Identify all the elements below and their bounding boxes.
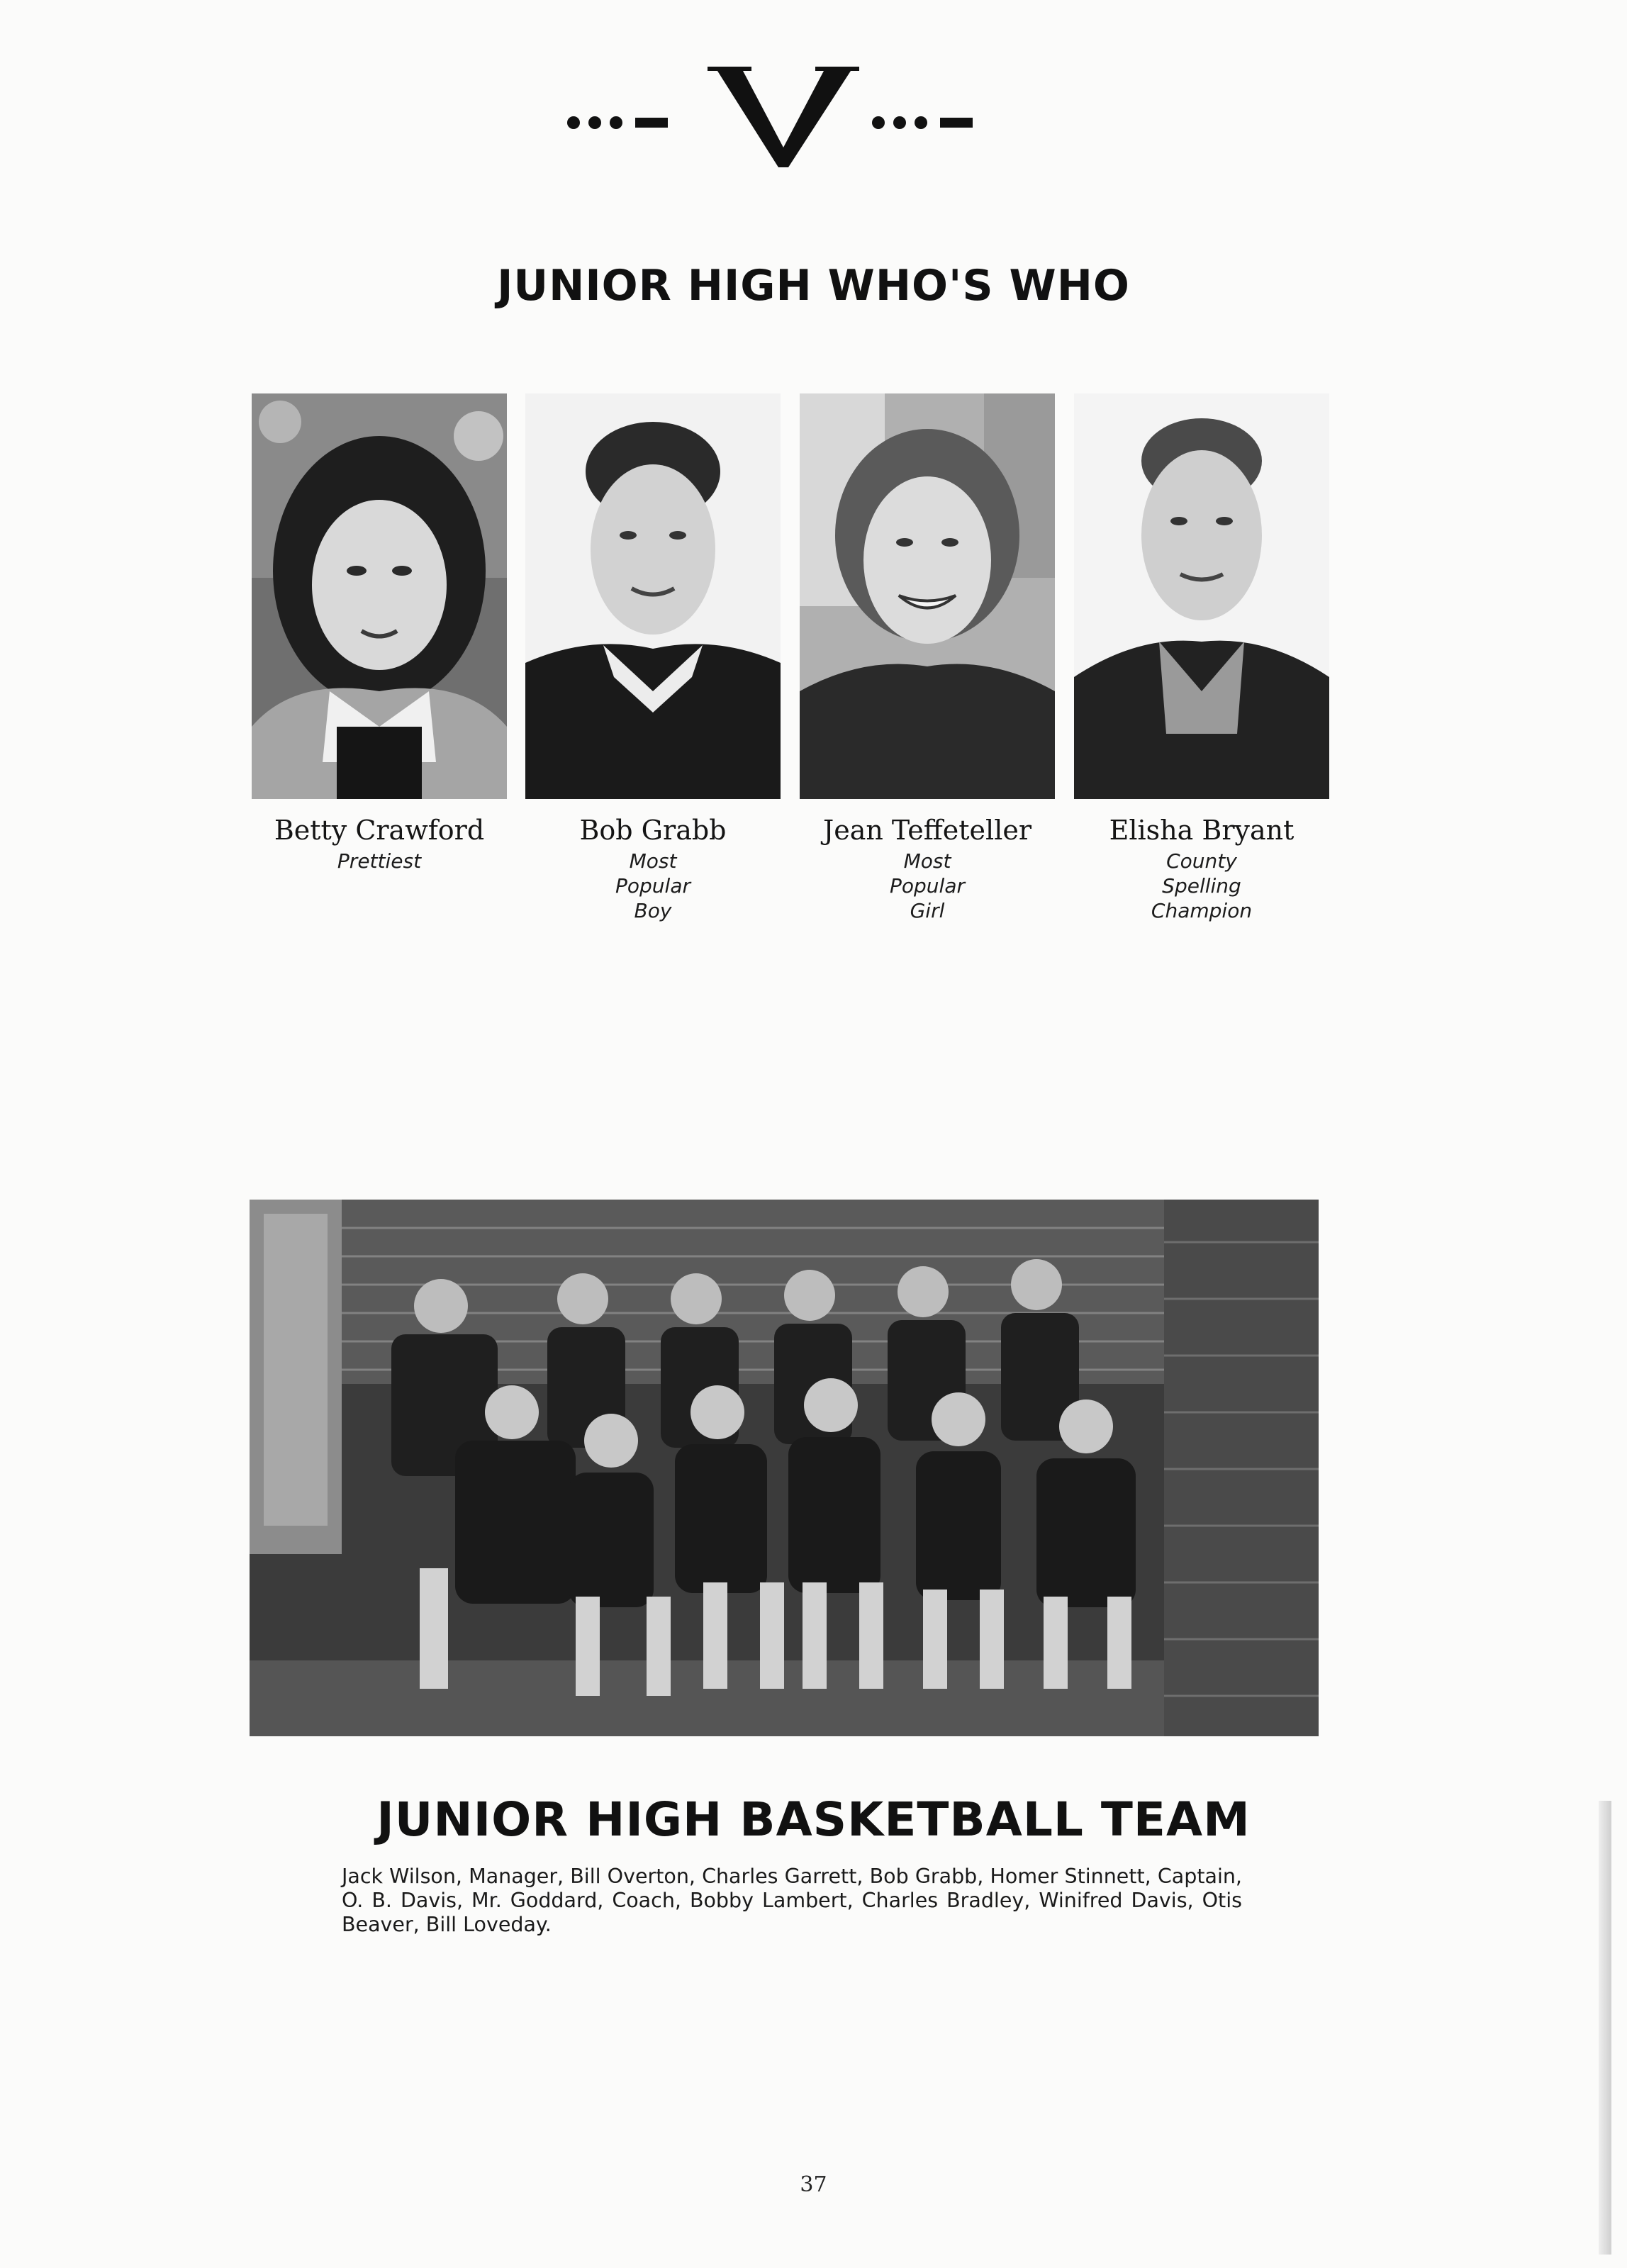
person-title-line: Prettiest (337, 849, 422, 873)
ornament-dots-right (872, 116, 973, 129)
person-name: Bob Grabb (579, 815, 727, 846)
portrait-photo-2 (525, 393, 781, 799)
person-title-line: Popular (890, 874, 965, 898)
basketball-team-title: JUNIOR HIGH BASKETBALL TEAM (376, 1792, 1251, 1847)
person-title (252, 849, 507, 873)
person-title (1074, 849, 1329, 923)
ornament-v-letter (702, 62, 865, 169)
person-title-line: Popular (615, 874, 691, 898)
portrait-photo-1 (252, 393, 507, 799)
portrait-photo-3 (800, 393, 1055, 799)
person-title-line: Spelling (1162, 874, 1241, 898)
team-photo (250, 1200, 1319, 1736)
portrait-photo-4 (1074, 393, 1329, 799)
person-name: Betty Crawford (274, 815, 485, 846)
whos-who-title: JUNIOR HIGH WHO'S WHO (497, 261, 1130, 311)
portrait-card-1 (252, 393, 507, 873)
portrait-card-3 (800, 393, 1055, 923)
v-ornament (0, 62, 1627, 183)
portrait-row (252, 393, 1322, 932)
person-title (800, 849, 1055, 923)
person-title-line: Boy (634, 899, 672, 922)
person-title-line: Girl (910, 899, 945, 922)
portrait-card-4 (1074, 393, 1329, 923)
portrait-card-2 (525, 393, 781, 923)
ornament-dots-left (567, 116, 668, 129)
person-title-line: Most (903, 849, 951, 873)
person-title-line: Most (629, 849, 677, 873)
person-name: Elisha Bryant (1109, 815, 1295, 846)
team-caption: Jack Wilson, Manager, Bill Overton, Charles Garrett, Bob Grabb, Homer Stinnett, Captain, O. B. Davis, Mr. Goddard, Coach, Bobby Lambert, Charles Bradley, Winifred Davis, Otis Beaver, Bill Loveday. (342, 1865, 1242, 1936)
person-title (525, 849, 781, 923)
person-name: Jean Teffeteller (822, 815, 1032, 846)
person-title-line: County (1166, 849, 1237, 873)
page-number: 37 (800, 2172, 827, 2197)
person-title-line: Champion (1151, 899, 1253, 922)
